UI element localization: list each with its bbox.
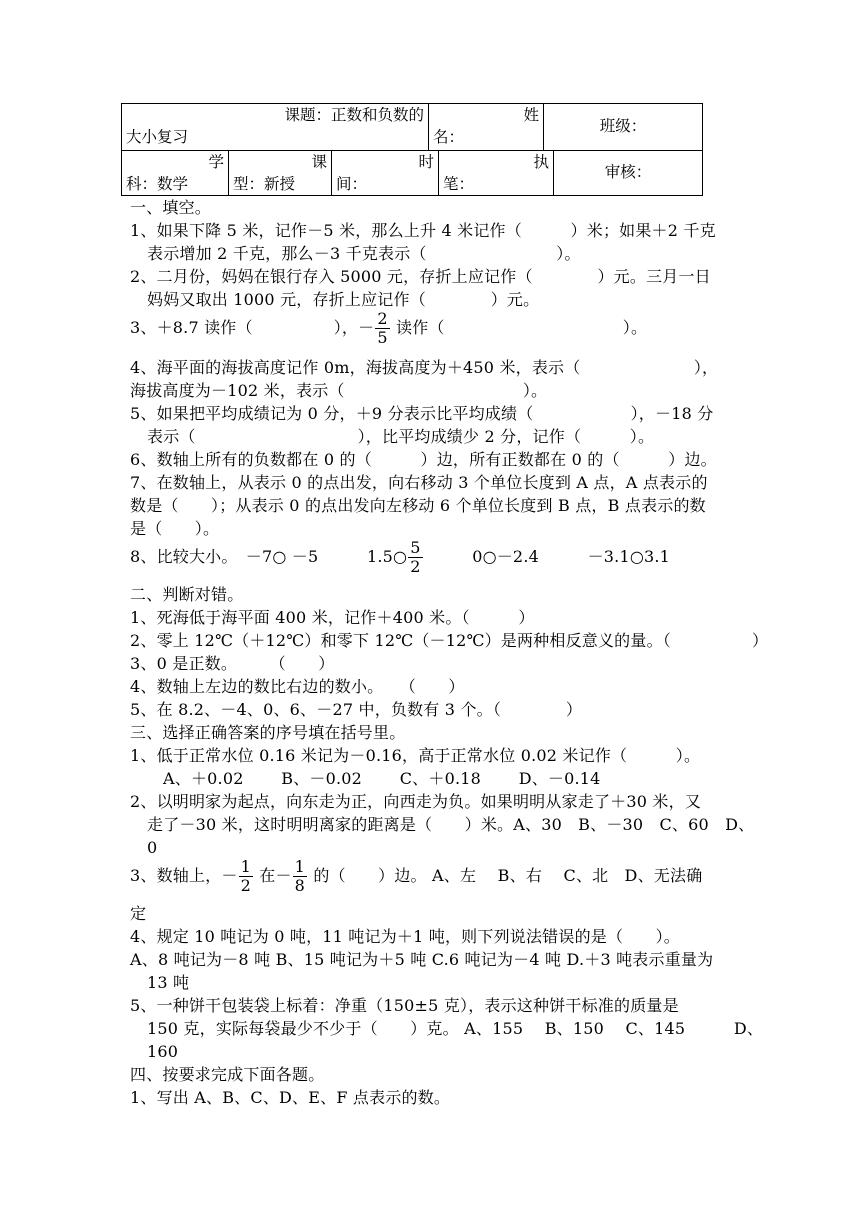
s1-q1-line2: 表示增加 2 千克，那么－3 千克表示（ ）。 (147, 244, 581, 263)
s1-q4-line2: 海拔高度为－102 米，表示（ ）。 (130, 381, 548, 400)
s1-q5-line2: 表示（ ），比平均成绩少 2 分，记作（ ）。 (147, 427, 655, 446)
class-cell: 班级： (544, 104, 703, 151)
fraction: $\frac{2}{5}$ (377, 309, 388, 347)
header-table-row2 (121, 150, 703, 196)
s1-q8: 8、比较大小。 －7○ －5 1.5○ $\frac{5}{2}$ 0○－2.4 －3.1○3.1 (130, 538, 671, 576)
s3-q2-line3: 0 (147, 838, 158, 857)
s2-q2: 2、零上 12℃（＋12℃）和零下 12℃（－12℃）是两种相反意义的量。（ ） (130, 631, 769, 650)
s1-q3: 3、＋8.7 读作（ ），－ $\frac{2}{5}$ 读作（ ）。 (130, 309, 648, 347)
s2-q3: 3、0 是正数。 （ ） (130, 654, 335, 673)
s3-q2-line2: 走了－30 米，这时明明离家的距离是（ ）米。A、30 B、－30 C、60 D、 (147, 815, 755, 834)
subject-cell: 学 科：数学 (122, 151, 229, 196)
s3-q1: 1、低于正常水位 0.16 米记为－0.16，高于正常水位 0.02 米记作（ ）。 (130, 746, 701, 765)
s1-q7-line2: 数是（ ）；从表示 0 的点出发向左移动 6 个单位长度到 B 点，B 点表示的数 (130, 496, 706, 515)
fraction: $\frac{1}{8}$ (294, 857, 306, 895)
section-1-title: 一、填空。 (130, 198, 212, 217)
s3-q5-line3: 160 (147, 1042, 179, 1061)
s3-q5-line2: 150 克，实际每袋最少不少于（ ）克。 A、155 B、150 C、145 D、 (147, 1019, 764, 1038)
section-2-title: 二、判断对错。 (130, 585, 244, 604)
s3-q2-line1: 2、以明明家为起点，向东走为正，向西走为负。如果明明从家走了＋30 米，又 (130, 792, 702, 811)
section-4-title: 四、按要求完成下面各题。 (130, 1065, 325, 1084)
s3-q4-options: A、8 吨记为－8 吨 B、15 吨记为＋5 吨 C.6 吨记为－4 吨 D.＋3 吨表示重量为 (130, 950, 714, 969)
s3-q3-line2: 定 (130, 904, 147, 923)
s3-q3: 3、数轴上，－ $\frac{1}{2}$ 在－ $\frac{1}{8}$ 的（ ）边。 A、左 B、右 C、北 D、无法确 (130, 857, 703, 895)
fraction: $\frac{5}{2}$ (410, 538, 421, 576)
s2-q5: 5、在 8.2、－4、0、6、－27 中，负数有 3 个。（ ） (130, 700, 583, 719)
s3-q1-options: A、＋0.02 B、－0.02 C、＋0.18 D、－0.14 (163, 769, 601, 788)
writer-cell: 执 笔： (439, 151, 554, 196)
review-cell: 审核： (554, 151, 703, 196)
s2-q1: 1、死海低于海平面 400 米，记作＋400 米。（ ） (130, 608, 535, 627)
time-cell: 时 间： (332, 151, 439, 196)
s1-q7-line3: 是（ ）。 (130, 519, 220, 538)
s3-q4: 4、规定 10 吨记为 0 吨，11 吨记为＋1 吨，则下列说法错误的是（ ）。 (130, 927, 680, 946)
s1-q2-line2: 妈妈又取出 1000 元，存折上应记作（ ）元。 (147, 290, 540, 309)
name-cell: 姓 名： (429, 104, 544, 151)
s1-q7-line1: 7、在数轴上，从表示 0 的点出发，向右移动 3 个单位长度到 A 点，A 点表示的 (130, 473, 708, 492)
s1-q6: 6、数轴上所有的负数都在 0 的（ ）边，所有正数都在 0 的（ ）边。 (130, 450, 717, 469)
s1-q5-line1: 5、如果把平均成绩记为 0 分，＋9 分表示比平均成绩（ ），－18 分 (130, 404, 714, 423)
section-3-title: 三、选择正确答案的序号填在括号里。 (130, 723, 406, 742)
s3-q4-line3: 13 吨 (147, 973, 190, 992)
header-table (121, 103, 703, 151)
s3-q5-line1: 5、一种饼干包装袋上标着：净重（150±5 克），表示这种饼干标准的质量是 (130, 996, 679, 1015)
s2-q4: 4、数轴上左边的数比右边的数小。 （ ） (130, 677, 465, 696)
s4-q1: 1、写出 A、B、C、D、E、F 点表示的数。 (130, 1088, 451, 1107)
s1-q1-line1: 1、如果下降 5 米，记作－5 米，那么上升 4 米记作（ ）米；如果＋2 千克 (130, 221, 716, 240)
fraction: $\frac{1}{2}$ (240, 857, 251, 895)
s1-q2-line1: 2、二月份，妈妈在银行存入 5000 元，存折上应记作（ ）元。三月一日 (130, 267, 711, 286)
type-cell: 课 型：新授 (229, 151, 332, 196)
s1-q4-line1: 4、海平面的海拔高度记作 0m，海拔高度为＋450 米，表示（ ）， (130, 358, 719, 377)
topic-cell: 课题：正数和负数的 大小复习 (122, 104, 429, 151)
